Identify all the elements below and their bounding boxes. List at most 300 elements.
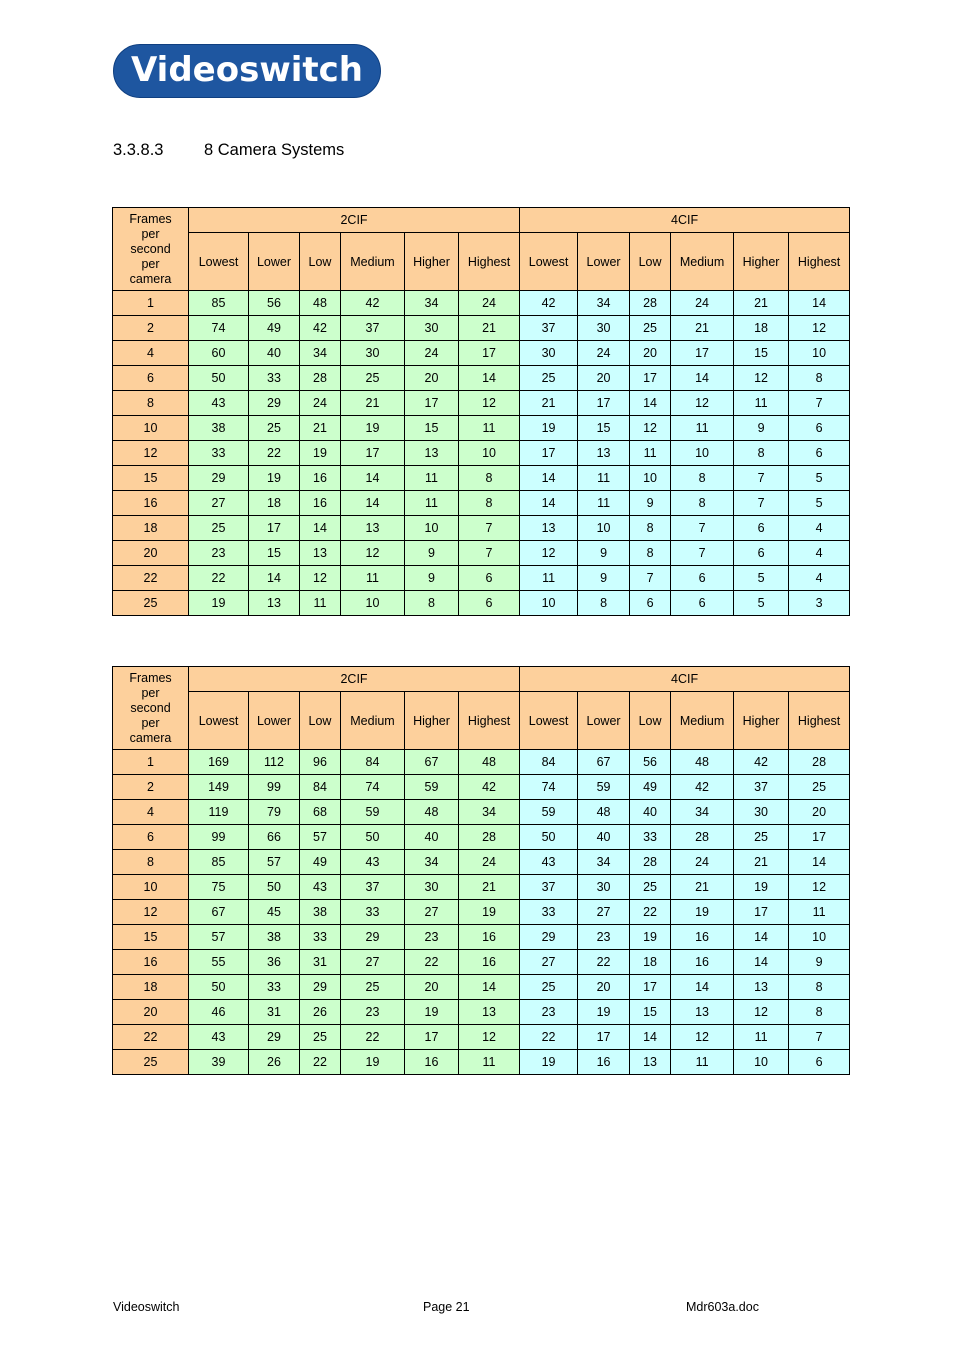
cif4-value-cell: 34 bbox=[671, 800, 734, 825]
cif2-value-cell: 19 bbox=[405, 1000, 459, 1025]
cif4-value-cell: 17 bbox=[630, 366, 671, 391]
cif4-value-cell: 25 bbox=[789, 775, 850, 800]
cif2-value-cell: 85 bbox=[189, 850, 249, 875]
cif2-value-cell: 21 bbox=[300, 416, 341, 441]
cif2-value-cell: 38 bbox=[189, 416, 249, 441]
frames-header-word: Frames bbox=[129, 670, 172, 685]
cif2-value-cell: 50 bbox=[341, 825, 405, 850]
cif4-value-cell: 6 bbox=[734, 541, 789, 566]
cif4-value-cell: 14 bbox=[734, 925, 789, 950]
frame-rate-table-1 bbox=[112, 207, 850, 616]
fps-cell: 8 bbox=[113, 850, 189, 875]
cif4-value-cell: 34 bbox=[578, 850, 630, 875]
cif4-value-cell: 84 bbox=[520, 750, 578, 775]
table-row bbox=[113, 1025, 850, 1050]
cif4-value-cell: 7 bbox=[734, 491, 789, 516]
cif2-value-cell: 17 bbox=[249, 516, 300, 541]
cif4-value-cell: 17 bbox=[789, 825, 850, 850]
cif4-value-cell: 28 bbox=[630, 291, 671, 316]
cif2-value-cell: 48 bbox=[459, 750, 520, 775]
cif4-value-cell: 8 bbox=[671, 466, 734, 491]
cif2-value-cell: 21 bbox=[341, 391, 405, 416]
cif4-value-cell: 7 bbox=[630, 566, 671, 591]
cif4-value-cell: 5 bbox=[734, 591, 789, 616]
cif2-value-cell: 60 bbox=[189, 341, 249, 366]
cif2-value-cell: 59 bbox=[405, 775, 459, 800]
cif4-value-cell: 19 bbox=[520, 416, 578, 441]
cif2-value-cell: 38 bbox=[249, 925, 300, 950]
cif4-value-cell: 19 bbox=[734, 875, 789, 900]
cif4-value-cell: 14 bbox=[520, 466, 578, 491]
table-row bbox=[113, 516, 850, 541]
cif4-value-cell: 11 bbox=[734, 391, 789, 416]
cif2-value-cell: 43 bbox=[300, 875, 341, 900]
cif4-value-cell: 42 bbox=[520, 291, 578, 316]
cif2-value-cell: 43 bbox=[189, 391, 249, 416]
cif2-value-cell: 27 bbox=[405, 900, 459, 925]
cif4-value-cell: 21 bbox=[734, 850, 789, 875]
cif2-value-cell: 34 bbox=[459, 800, 520, 825]
cif2-value-cell: 6 bbox=[459, 591, 520, 616]
cif4-value-cell: 8 bbox=[789, 366, 850, 391]
cif4-value-cell: 18 bbox=[734, 316, 789, 341]
cif4-value-cell: 42 bbox=[734, 750, 789, 775]
cif2-value-cell: 75 bbox=[189, 875, 249, 900]
cif2-value-cell: 17 bbox=[405, 391, 459, 416]
level-header-low: Low bbox=[630, 692, 671, 750]
level-header-medium: Medium bbox=[671, 233, 734, 291]
cif4-value-cell: 12 bbox=[630, 416, 671, 441]
cif4-value-cell: 33 bbox=[630, 825, 671, 850]
level-header-lower: Lower bbox=[249, 233, 300, 291]
cif2-value-cell: 24 bbox=[459, 291, 520, 316]
cif4-value-cell: 5 bbox=[789, 491, 850, 516]
cif2-value-cell: 48 bbox=[405, 800, 459, 825]
section-heading bbox=[113, 141, 344, 160]
level-header-higher: Higher bbox=[734, 692, 789, 750]
table-row bbox=[113, 541, 850, 566]
cif2-value-cell: 30 bbox=[341, 341, 405, 366]
cif4-value-cell: 27 bbox=[578, 900, 630, 925]
cif4-value-cell: 23 bbox=[520, 1000, 578, 1025]
table-row bbox=[113, 900, 850, 925]
level-header-lowest: Lowest bbox=[189, 233, 249, 291]
table-row bbox=[113, 316, 850, 341]
cif2-value-cell: 25 bbox=[341, 975, 405, 1000]
cif2-value-cell: 23 bbox=[189, 541, 249, 566]
cif4-value-cell: 9 bbox=[578, 541, 630, 566]
fps-cell: 22 bbox=[113, 1025, 189, 1050]
cif2-value-cell: 79 bbox=[249, 800, 300, 825]
cif4-value-cell: 6 bbox=[789, 441, 850, 466]
cif2-value-cell: 112 bbox=[249, 750, 300, 775]
cif2-value-cell: 49 bbox=[300, 850, 341, 875]
cif4-value-cell: 74 bbox=[520, 775, 578, 800]
cif2-value-cell: 99 bbox=[249, 775, 300, 800]
cif2-value-cell: 29 bbox=[341, 925, 405, 950]
cif4-value-cell: 17 bbox=[578, 1025, 630, 1050]
cif2-value-cell: 22 bbox=[405, 950, 459, 975]
cif4-value-cell: 22 bbox=[630, 900, 671, 925]
cif4-value-cell: 12 bbox=[520, 541, 578, 566]
cif4-value-cell: 28 bbox=[671, 825, 734, 850]
cif2-value-cell: 16 bbox=[300, 491, 341, 516]
cif4-value-cell: 16 bbox=[671, 950, 734, 975]
cif2-value-cell: 13 bbox=[405, 441, 459, 466]
cif4-value-cell: 11 bbox=[734, 1025, 789, 1050]
cif2-value-cell: 40 bbox=[405, 825, 459, 850]
footer-filename: Mdr603a.doc bbox=[686, 1300, 759, 1314]
table-row bbox=[113, 1000, 850, 1025]
fps-cell: 15 bbox=[113, 925, 189, 950]
cif2-value-cell: 36 bbox=[249, 950, 300, 975]
cif4-value-cell: 15 bbox=[734, 341, 789, 366]
cif2-value-cell: 7 bbox=[459, 516, 520, 541]
cif2-value-cell: 11 bbox=[459, 416, 520, 441]
fps-cell: 16 bbox=[113, 950, 189, 975]
cif4-value-cell: 8 bbox=[671, 491, 734, 516]
cif4-value-cell: 25 bbox=[630, 875, 671, 900]
cif2-value-cell: 33 bbox=[249, 366, 300, 391]
cif2-value-cell: 13 bbox=[300, 541, 341, 566]
level-header-medium: Medium bbox=[671, 692, 734, 750]
cif4-value-cell: 21 bbox=[734, 291, 789, 316]
cif2-value-cell: 19 bbox=[341, 1050, 405, 1075]
cif4-value-cell: 59 bbox=[578, 775, 630, 800]
cif2-value-cell: 12 bbox=[341, 541, 405, 566]
cif2-value-cell: 57 bbox=[189, 925, 249, 950]
level-header-lower: Lower bbox=[578, 692, 630, 750]
cif2-value-cell: 16 bbox=[405, 1050, 459, 1075]
table-row bbox=[113, 975, 850, 1000]
cif2-value-cell: 27 bbox=[341, 950, 405, 975]
cif4-value-cell: 9 bbox=[789, 950, 850, 975]
cif4-value-cell: 24 bbox=[671, 850, 734, 875]
cif4-value-cell: 27 bbox=[520, 950, 578, 975]
cif4-value-cell: 10 bbox=[789, 925, 850, 950]
cif2-value-cell: 42 bbox=[459, 775, 520, 800]
fps-cell: 15 bbox=[113, 466, 189, 491]
cif2-value-cell: 68 bbox=[300, 800, 341, 825]
group-header-4cif: 4CIF bbox=[520, 208, 850, 233]
table-row bbox=[113, 366, 850, 391]
cif2-value-cell: 33 bbox=[189, 441, 249, 466]
cif2-value-cell: 74 bbox=[189, 316, 249, 341]
cif4-value-cell: 12 bbox=[671, 391, 734, 416]
cif4-value-cell: 11 bbox=[578, 466, 630, 491]
cif4-value-cell: 15 bbox=[578, 416, 630, 441]
cif4-value-cell: 7 bbox=[734, 466, 789, 491]
cif4-value-cell: 19 bbox=[630, 925, 671, 950]
cif2-value-cell: 33 bbox=[249, 975, 300, 1000]
cif2-value-cell: 14 bbox=[459, 366, 520, 391]
cif2-value-cell: 16 bbox=[459, 925, 520, 950]
cif2-value-cell: 38 bbox=[300, 900, 341, 925]
cif4-value-cell: 48 bbox=[578, 800, 630, 825]
cif2-value-cell: 16 bbox=[459, 950, 520, 975]
cif4-value-cell: 7 bbox=[789, 391, 850, 416]
cif4-value-cell: 6 bbox=[789, 416, 850, 441]
cif2-value-cell: 30 bbox=[405, 316, 459, 341]
cif2-value-cell: 21 bbox=[459, 316, 520, 341]
cif4-value-cell: 4 bbox=[789, 516, 850, 541]
cif2-value-cell: 12 bbox=[459, 391, 520, 416]
cif2-value-cell: 14 bbox=[341, 466, 405, 491]
cif4-value-cell: 8 bbox=[578, 591, 630, 616]
cif4-value-cell: 9 bbox=[578, 566, 630, 591]
cif4-value-cell: 11 bbox=[671, 416, 734, 441]
cif2-value-cell: 6 bbox=[459, 566, 520, 591]
table-row bbox=[113, 925, 850, 950]
cif2-value-cell: 33 bbox=[300, 925, 341, 950]
level-header-highest: Highest bbox=[789, 692, 850, 750]
cif4-value-cell: 18 bbox=[630, 950, 671, 975]
level-header-medium: Medium bbox=[341, 233, 405, 291]
cif2-value-cell: 20 bbox=[405, 975, 459, 1000]
cif4-value-cell: 50 bbox=[520, 825, 578, 850]
cif2-value-cell: 55 bbox=[189, 950, 249, 975]
level-header-higher: Higher bbox=[734, 233, 789, 291]
table-row bbox=[113, 416, 850, 441]
cif2-value-cell: 42 bbox=[341, 291, 405, 316]
cif4-value-cell: 30 bbox=[520, 341, 578, 366]
cif4-value-cell: 14 bbox=[789, 291, 850, 316]
cif4-value-cell: 17 bbox=[671, 341, 734, 366]
cif4-value-cell: 11 bbox=[789, 900, 850, 925]
cif2-value-cell: 50 bbox=[249, 875, 300, 900]
cif2-value-cell: 84 bbox=[341, 750, 405, 775]
cif2-value-cell: 19 bbox=[300, 441, 341, 466]
cif4-value-cell: 42 bbox=[671, 775, 734, 800]
cif2-value-cell: 34 bbox=[405, 291, 459, 316]
cif4-value-cell: 37 bbox=[520, 316, 578, 341]
cif2-value-cell: 84 bbox=[300, 775, 341, 800]
level-header-higher: Higher bbox=[405, 692, 459, 750]
fps-cell: 18 bbox=[113, 516, 189, 541]
cif4-value-cell: 5 bbox=[734, 566, 789, 591]
cif2-value-cell: 27 bbox=[189, 491, 249, 516]
group-header-4cif: 4CIF bbox=[520, 667, 850, 692]
cif2-value-cell: 28 bbox=[300, 366, 341, 391]
cif4-value-cell: 33 bbox=[520, 900, 578, 925]
cif4-value-cell: 6 bbox=[630, 591, 671, 616]
cif2-value-cell: 24 bbox=[459, 850, 520, 875]
cif2-value-cell: 40 bbox=[249, 341, 300, 366]
cif2-value-cell: 16 bbox=[300, 466, 341, 491]
cif2-value-cell: 39 bbox=[189, 1050, 249, 1075]
cif2-value-cell: 13 bbox=[249, 591, 300, 616]
frames-header-word: per bbox=[141, 226, 160, 241]
cif4-value-cell: 10 bbox=[520, 591, 578, 616]
level-header-highest: Highest bbox=[459, 692, 520, 750]
header-level-row bbox=[113, 233, 850, 291]
cif2-value-cell: 49 bbox=[249, 316, 300, 341]
cif4-value-cell: 56 bbox=[630, 750, 671, 775]
frames-per-second-header bbox=[113, 667, 189, 750]
cif2-value-cell: 20 bbox=[405, 366, 459, 391]
cif2-value-cell: 10 bbox=[405, 516, 459, 541]
table-row bbox=[113, 391, 850, 416]
cif2-value-cell: 19 bbox=[459, 900, 520, 925]
header-level-row bbox=[113, 692, 850, 750]
level-header-highest: Highest bbox=[459, 233, 520, 291]
cif2-value-cell: 43 bbox=[189, 1025, 249, 1050]
cif4-value-cell: 10 bbox=[578, 516, 630, 541]
cif2-value-cell: 17 bbox=[405, 1025, 459, 1050]
cif4-value-cell: 14 bbox=[671, 366, 734, 391]
cif2-value-cell: 25 bbox=[341, 366, 405, 391]
cif4-value-cell: 14 bbox=[789, 850, 850, 875]
fps-cell: 6 bbox=[113, 825, 189, 850]
cif4-value-cell: 10 bbox=[630, 466, 671, 491]
fps-cell: 20 bbox=[113, 1000, 189, 1025]
cif4-value-cell: 13 bbox=[520, 516, 578, 541]
level-header-highest: Highest bbox=[789, 233, 850, 291]
level-header-lowest: Lowest bbox=[520, 233, 578, 291]
cif4-value-cell: 12 bbox=[789, 316, 850, 341]
level-header-low: Low bbox=[300, 233, 341, 291]
cif4-value-cell: 13 bbox=[630, 1050, 671, 1075]
frames-header-word: second bbox=[130, 700, 171, 715]
frames-header-word: camera bbox=[129, 271, 172, 286]
cif4-value-cell: 8 bbox=[789, 975, 850, 1000]
cif2-value-cell: 29 bbox=[249, 1025, 300, 1050]
footer-page-number: Page 21 bbox=[423, 1300, 470, 1314]
cif2-value-cell: 17 bbox=[341, 441, 405, 466]
fps-cell: 6 bbox=[113, 366, 189, 391]
cif4-value-cell: 15 bbox=[630, 1000, 671, 1025]
cif4-value-cell: 21 bbox=[671, 875, 734, 900]
fps-cell: 20 bbox=[113, 541, 189, 566]
cif2-value-cell: 22 bbox=[341, 1025, 405, 1050]
logo-text: Videoswitch bbox=[130, 50, 364, 90]
cif4-value-cell: 11 bbox=[578, 491, 630, 516]
cif2-value-cell: 24 bbox=[300, 391, 341, 416]
group-header-2cif: 2CIF bbox=[189, 208, 520, 233]
cif2-value-cell: 25 bbox=[249, 416, 300, 441]
header-group-row bbox=[113, 667, 850, 692]
fps-cell: 1 bbox=[113, 291, 189, 316]
cif2-value-cell: 33 bbox=[341, 900, 405, 925]
frames-header-word: per bbox=[141, 715, 160, 730]
cif4-value-cell: 9 bbox=[734, 416, 789, 441]
cif4-value-cell: 21 bbox=[671, 316, 734, 341]
cif4-value-cell: 20 bbox=[630, 341, 671, 366]
cif2-value-cell: 26 bbox=[249, 1050, 300, 1075]
cif4-value-cell: 34 bbox=[578, 291, 630, 316]
cif2-value-cell: 14 bbox=[341, 491, 405, 516]
cif2-value-cell: 10 bbox=[459, 441, 520, 466]
videoswitch-logo bbox=[113, 44, 381, 98]
cif4-value-cell: 25 bbox=[520, 366, 578, 391]
cif2-value-cell: 22 bbox=[249, 441, 300, 466]
cif4-value-cell: 43 bbox=[520, 850, 578, 875]
cif4-value-cell: 17 bbox=[734, 900, 789, 925]
cif2-value-cell: 23 bbox=[405, 925, 459, 950]
cif2-value-cell: 96 bbox=[300, 750, 341, 775]
table-row bbox=[113, 750, 850, 775]
cif4-value-cell: 6 bbox=[789, 1050, 850, 1075]
cif2-value-cell: 13 bbox=[341, 516, 405, 541]
cif2-value-cell: 7 bbox=[459, 541, 520, 566]
cif2-value-cell: 11 bbox=[300, 591, 341, 616]
cif4-value-cell: 20 bbox=[578, 975, 630, 1000]
cif2-value-cell: 11 bbox=[405, 466, 459, 491]
cif2-value-cell: 29 bbox=[300, 975, 341, 1000]
fps-cell: 10 bbox=[113, 875, 189, 900]
cif4-value-cell: 25 bbox=[520, 975, 578, 1000]
cif4-value-cell: 37 bbox=[520, 875, 578, 900]
cif2-value-cell: 46 bbox=[189, 1000, 249, 1025]
cif4-value-cell: 37 bbox=[734, 775, 789, 800]
cif2-value-cell: 67 bbox=[405, 750, 459, 775]
cif2-value-cell: 42 bbox=[300, 316, 341, 341]
cif2-value-cell: 26 bbox=[300, 1000, 341, 1025]
cif4-value-cell: 40 bbox=[578, 825, 630, 850]
cif4-value-cell: 6 bbox=[671, 566, 734, 591]
level-header-low: Low bbox=[630, 233, 671, 291]
cif2-value-cell: 21 bbox=[459, 875, 520, 900]
cif2-value-cell: 23 bbox=[341, 1000, 405, 1025]
fps-cell: 25 bbox=[113, 1050, 189, 1075]
fps-cell: 4 bbox=[113, 800, 189, 825]
table-row bbox=[113, 950, 850, 975]
cif2-value-cell: 14 bbox=[300, 516, 341, 541]
cif2-value-cell: 25 bbox=[189, 516, 249, 541]
cif2-value-cell: 31 bbox=[249, 1000, 300, 1025]
cif4-value-cell: 12 bbox=[789, 875, 850, 900]
level-header-higher: Higher bbox=[405, 233, 459, 291]
cif4-value-cell: 22 bbox=[520, 1025, 578, 1050]
cif2-value-cell: 8 bbox=[459, 466, 520, 491]
cif2-value-cell: 12 bbox=[300, 566, 341, 591]
cif2-value-cell: 22 bbox=[189, 566, 249, 591]
cif2-value-cell: 12 bbox=[459, 1025, 520, 1050]
cif4-value-cell: 6 bbox=[671, 591, 734, 616]
cif2-value-cell: 24 bbox=[405, 341, 459, 366]
cif4-value-cell: 17 bbox=[578, 391, 630, 416]
cif2-value-cell: 57 bbox=[249, 850, 300, 875]
cif2-value-cell: 30 bbox=[405, 875, 459, 900]
cif4-value-cell: 4 bbox=[789, 566, 850, 591]
cif2-value-cell: 34 bbox=[405, 850, 459, 875]
cif2-value-cell: 29 bbox=[249, 391, 300, 416]
cif4-value-cell: 13 bbox=[578, 441, 630, 466]
fps-cell: 25 bbox=[113, 591, 189, 616]
cif2-value-cell: 29 bbox=[189, 466, 249, 491]
cif4-value-cell: 30 bbox=[578, 316, 630, 341]
cif4-value-cell: 12 bbox=[734, 1000, 789, 1025]
cif2-value-cell: 22 bbox=[300, 1050, 341, 1075]
cif4-value-cell: 8 bbox=[630, 516, 671, 541]
cif4-value-cell: 30 bbox=[734, 800, 789, 825]
level-header-low: Low bbox=[300, 692, 341, 750]
cif4-value-cell: 11 bbox=[630, 441, 671, 466]
cif4-value-cell: 17 bbox=[520, 441, 578, 466]
cif4-value-cell: 14 bbox=[734, 950, 789, 975]
fps-cell: 12 bbox=[113, 900, 189, 925]
cif2-value-cell: 50 bbox=[189, 366, 249, 391]
level-header-lowest: Lowest bbox=[520, 692, 578, 750]
cif4-value-cell: 14 bbox=[671, 975, 734, 1000]
frame-rate-table-2 bbox=[112, 666, 850, 1075]
cif4-value-cell: 16 bbox=[578, 1050, 630, 1075]
cif4-value-cell: 24 bbox=[671, 291, 734, 316]
cif4-value-cell: 12 bbox=[671, 1025, 734, 1050]
cif4-value-cell: 12 bbox=[734, 366, 789, 391]
cif2-value-cell: 19 bbox=[341, 416, 405, 441]
table-row bbox=[113, 1050, 850, 1075]
